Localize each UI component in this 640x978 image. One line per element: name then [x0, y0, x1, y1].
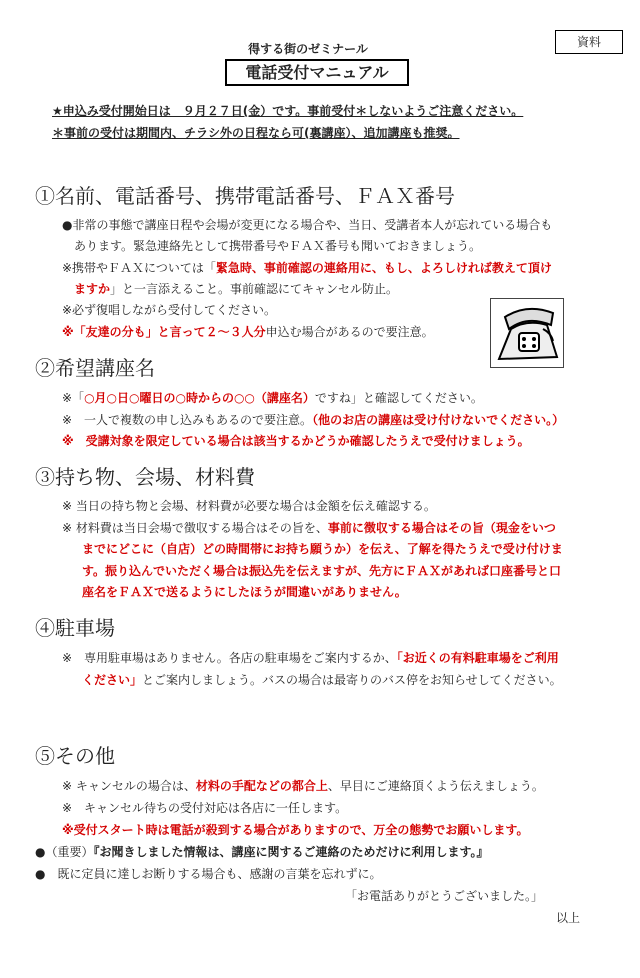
s1-paragraph-1b: あります。緊急連絡先として携帯番号やＦＡＸ番号も聞いておきましょう。: [74, 239, 482, 253]
section-3-heading: ③持ち物、会場、材料費: [35, 465, 255, 489]
s5-p4-bold: 『お聞きしました情報は、講座に関するご連絡のためだけに利用します。』: [93, 845, 489, 859]
s3-p2a-text: ※ 材料費は当日会場で徴収する場合はその旨を、: [62, 521, 328, 535]
s3-paragraph-2d: 座名をＦＡＸで送るようにしたほうが間違いがありません。: [82, 585, 407, 599]
telephone-icon: [490, 298, 564, 368]
s4-p1b-red: ください」: [82, 673, 143, 687]
page-title: 電話受付マニュアル: [225, 59, 409, 86]
s1-p4-text: 申込む場合があるので要注意。: [265, 325, 434, 339]
document-badge: 資料: [555, 30, 623, 54]
s5-paragraph-4: [35, 842, 489, 863]
s5-paragraph-2: ※ キャンセル待ちの受付対応は各店に一任します。: [62, 801, 348, 815]
subtitle: 得する街のゼミナール: [248, 42, 368, 56]
s2-p1-text-pre: ※「: [62, 391, 85, 405]
start-date-note: ★申込み受付開始日は ９月２７日(金）です。事前受付＊しないようご注意ください。: [52, 104, 524, 118]
s5-p1-text-post: 、早目にご連絡頂くよう伝えましょう。: [327, 779, 544, 793]
s5-p4-text: ●（重要）: [35, 845, 94, 859]
s2-p2-text: ※ 一人で複数の申し込みもあるので要注意。: [62, 413, 313, 427]
s3-paragraph-2a: [62, 518, 556, 539]
s3-paragraph-2c: す。振り込んでいただく場合は振込先を伝えますが、先方にＦＡＸがあれば口座番号と口: [82, 564, 562, 578]
s5-p1-text-pre: ※ キャンセルの場合は、: [62, 779, 196, 793]
advance-booking-note: ＊事前の受付は期間内、チラシ外の日程なら可(裏講座）、追加講座も推奨。: [52, 126, 460, 140]
s5-paragraph-1: [62, 776, 544, 797]
s3-paragraph-1: ※ 当日の持ち物と会場、材料費が必要な場合は金額を伝え確認する。: [62, 499, 436, 513]
s1-paragraph-2a: [62, 258, 552, 279]
section-5-heading: ⑤その他: [35, 744, 115, 768]
s1-paragraph-3: ※必ず復唱しながら受付してください。: [62, 303, 277, 317]
s2-paragraph-1: [62, 388, 483, 409]
s1-paragraph-1a: ●非常の事態で講座日程や会場が変更になる場合や、当日、受講者本人が忘れている場合も: [62, 218, 553, 232]
section-1-heading: ①名前、電話番号、携帯電話番号、ＦＡＸ番号: [35, 184, 455, 208]
s4-paragraph-1a: [62, 648, 559, 669]
section-2-heading: ②希望講座名: [35, 356, 155, 380]
s1-paragraph-4: [62, 322, 434, 343]
s1-p2b-red: ますか: [74, 282, 111, 296]
s1-p2b-text: 」と一言添えること。事前確認にてキャンセル防止。: [110, 282, 399, 296]
s1-p2a-text: ※携帯やＦＡＸについては「: [62, 261, 216, 275]
s5-paragraph-3: ※受付スタート時は電話が殺到する場合がありますので、万全の態勢でお願いします。: [62, 823, 529, 837]
s4-paragraph-1b: [82, 670, 562, 691]
end-mark: 以上: [556, 911, 581, 925]
s2-paragraph-3: ※ 受講対象を限定している場合は該当するかどうか確認したうえで受付けましょう。: [62, 434, 530, 448]
section-4-heading: ④駐車場: [35, 616, 115, 640]
s2-p2-red: （他のお店の講座は受け付けないでください。）: [312, 413, 565, 427]
s5-closing-phrase: 「お電話ありがとうございました。」: [345, 889, 544, 903]
s2-p1-text-post: ですね」と確認してください。: [314, 391, 483, 405]
s2-p1-red: ○月○日○曜日の○時からの○○（講座名）: [84, 391, 315, 405]
s2-paragraph-2: [62, 410, 564, 431]
s5-p1-red: 材料の手配などの都合上: [195, 779, 328, 793]
s1-p2a-red: 緊急時、事前確認の連絡用に、もし、よろしければ教えて頂け: [215, 261, 552, 275]
s4-p1a-red: 「お近くの有料駐車場をご利用: [396, 651, 559, 665]
s3-p2a-red: 事前に徴収する場合はその旨（現金をいつ: [327, 521, 556, 535]
s4-p1b-text: とご案内しましょう。バスの場合は最寄りのバス停をお知らせしてください。: [142, 673, 562, 687]
s3-paragraph-2b: までにどこに（自店）どの時間帯にお持ち願うか）を伝え、了解を得たうえで受け付けま: [82, 542, 563, 556]
s4-p1a-text: ※ 専用駐車場はありません。各店の駐車場をご案内するか、: [62, 651, 397, 665]
s1-p4-red: ※「友達の分も」と言って２～３人分: [62, 325, 266, 339]
s1-paragraph-2b: [74, 279, 398, 300]
s5-paragraph-5: ● 既に定員に達しお断りする場合も、感謝の言葉を忘れずに。: [35, 867, 382, 881]
